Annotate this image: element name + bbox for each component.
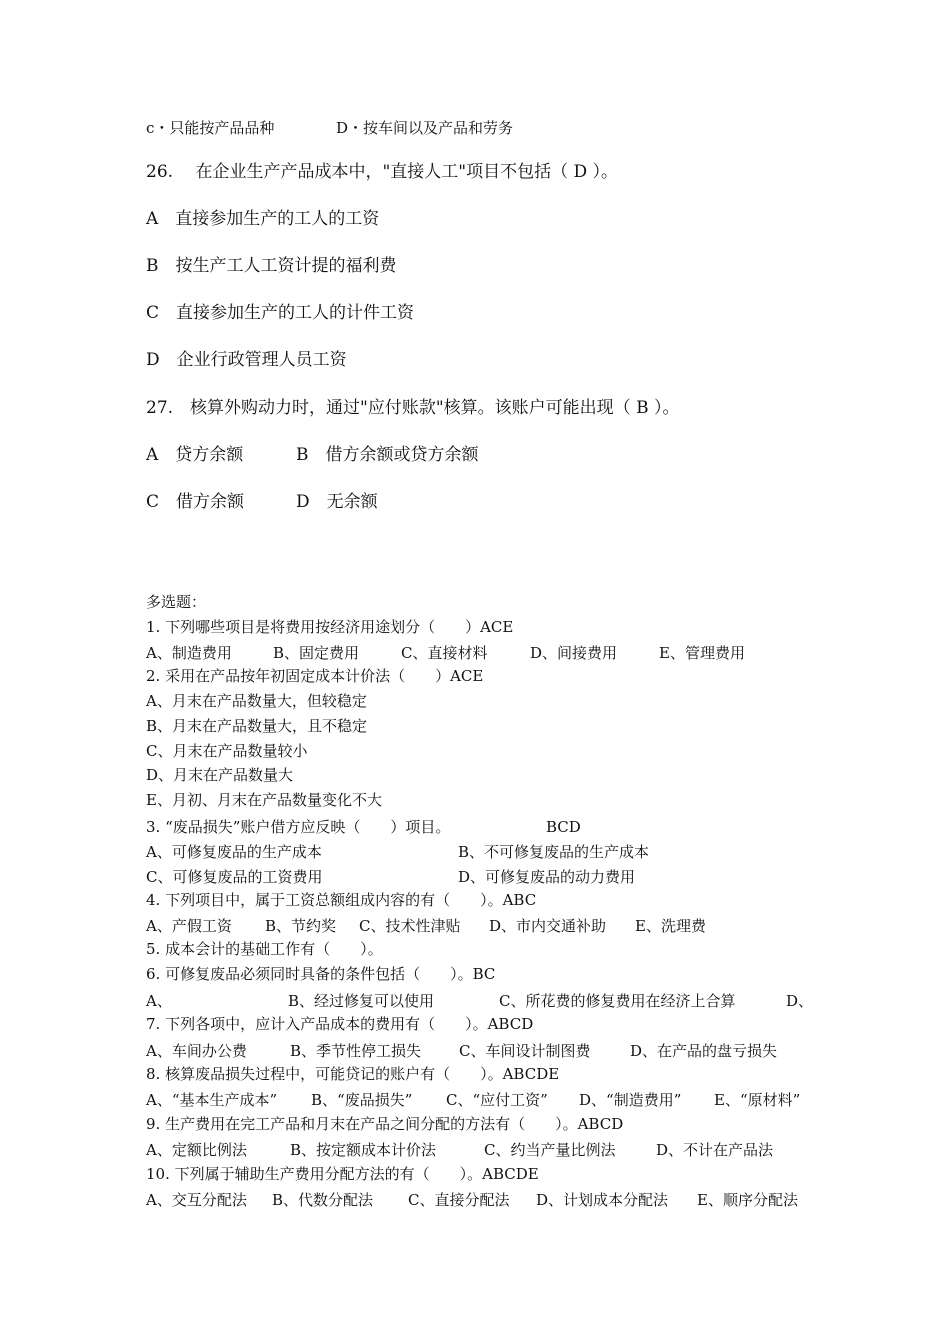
mq4-question: 4. 下列项目中，属于工资总额组成内容的有（ ）。ABC xyxy=(146,891,537,909)
option: B、固定费用 xyxy=(273,644,360,662)
mq2-option-e: E、月初、月末在产品数量变化不大 xyxy=(146,791,382,809)
option: A、制造费用 xyxy=(146,644,232,662)
option: D、间接费用 xyxy=(530,644,618,662)
option: C、车间设计制图费 xyxy=(459,1042,591,1060)
mq7-question: 7. 下列各项中，应计入产品成本的费用有（ ）。ABCD xyxy=(146,1015,534,1033)
option: B、“废品损失” xyxy=(311,1091,413,1109)
option: A、交互分配法 xyxy=(146,1191,247,1209)
option: A、“基本生产成本” xyxy=(146,1091,278,1109)
option-d: D・按车间以及产品和劳务 xyxy=(336,119,514,137)
mq3-options-row2 xyxy=(146,868,826,886)
mq9-question: 9. 生产费用在完工产品和月末在产品之间分配的方法有（ ）。ABCD xyxy=(146,1115,624,1133)
mq6-options xyxy=(146,992,826,1010)
option: C、技术性津贴 xyxy=(359,917,461,935)
option: B、按定额成本计价法 xyxy=(290,1141,437,1159)
mq9-options xyxy=(146,1141,826,1159)
option: A、车间办公费 xyxy=(146,1042,247,1060)
option: C、“应付工资” xyxy=(446,1091,548,1109)
mq5-question: 5. 成本会计的基础工作有（ ）。 xyxy=(146,940,383,958)
mq2-option-d: D、月末在产品数量大 xyxy=(146,766,294,784)
option: A、 xyxy=(146,992,172,1010)
q26-option-b: B 按生产工人工资计提的福利费 xyxy=(146,256,397,276)
mq3-answer: BCD xyxy=(546,818,581,836)
mq6-question: 6. 可修复废品必须同时具备的条件包括（ ）。BC xyxy=(146,965,496,983)
option: B、节约奖 xyxy=(265,917,337,935)
prev-question-options xyxy=(146,119,826,137)
option: C、直接分配法 xyxy=(408,1191,510,1209)
option: B、不可修复废品的生产成本 xyxy=(458,843,650,861)
option-c: c・只能按产品品种 xyxy=(146,119,275,137)
option: B、季节性停工损失 xyxy=(290,1042,422,1060)
mq8-question: 8. 核算废品损失过程中，可能贷记的账户有（ ）。ABCDE xyxy=(146,1065,560,1083)
option: A、产假工资 xyxy=(146,917,232,935)
option: D、不计在产品法 xyxy=(656,1141,774,1159)
q27-option-d: D 无余额 xyxy=(296,492,378,512)
mq2-option-c: C、月末在产品数量较小 xyxy=(146,742,308,760)
option: E、管理费用 xyxy=(659,644,745,662)
option: D、可修复废品的动力费用 xyxy=(458,868,636,886)
q26-option-a: A 直接参加生产的工人的工资 xyxy=(146,209,380,229)
q27-option-b: B 借方余额或贷方余额 xyxy=(296,445,479,465)
option: D、 xyxy=(786,992,814,1010)
option: C、约当产量比例法 xyxy=(484,1141,616,1159)
option: D、市内交通补助 xyxy=(489,917,607,935)
mq2-option-a: A、月末在产品数量大，但较稳定 xyxy=(146,692,367,710)
q27-option-a: A 贷方余额 xyxy=(146,445,244,465)
mq10-options xyxy=(146,1191,826,1209)
mq2-question: 2. 采用在产品按年初固定成本计价法（ ）ACE xyxy=(146,667,484,685)
q27-option-c: C 借方余额 xyxy=(146,492,245,512)
option: A、可修复废品的生产成本 xyxy=(146,843,322,861)
mq10-question: 10. 下列属于辅助生产费用分配方法的有（ ）。ABCDE xyxy=(146,1165,539,1183)
option: C、所花费的修复费用在经济上合算 xyxy=(499,992,736,1010)
option: E、“原材料” xyxy=(714,1091,801,1109)
question-26: 26. 在企业生产产品成本中，"直接人工"项目不包括（ D ）。 xyxy=(146,162,619,182)
option: D、计划成本分配法 xyxy=(536,1191,669,1209)
q26-option-c: C 直接参加生产的工人的计件工资 xyxy=(146,303,415,323)
option: D、“制造费用” xyxy=(579,1091,682,1109)
question-27: 27. 核算外购动力时，通过"应付账款"核算。该账户可能出现（ B ）。 xyxy=(146,398,680,418)
option: C、直接材料 xyxy=(401,644,488,662)
mq1-options xyxy=(146,644,826,662)
option: A、定额比例法 xyxy=(146,1141,247,1159)
q26-option-d: D 企业行政管理人员工资 xyxy=(146,350,347,370)
mq2-option-b: B、月末在产品数量大，且不稳定 xyxy=(146,717,368,735)
option: C、可修复废品的工资费用 xyxy=(146,868,323,886)
option: E、洗理费 xyxy=(635,917,706,935)
mq3-options-row1 xyxy=(146,843,826,861)
mq4-options xyxy=(146,917,826,935)
mq3-line xyxy=(146,818,826,836)
mq3-question: 3. “废品损失”账户借方应反映（ ）项目。 xyxy=(146,818,451,836)
mq7-options xyxy=(146,1042,826,1060)
option: B、经过修复可以使用 xyxy=(288,992,435,1010)
section-heading: 多选题： xyxy=(146,593,207,611)
option: E、顺序分配法 xyxy=(697,1191,798,1209)
option: B、代数分配法 xyxy=(272,1191,374,1209)
mq8-options xyxy=(146,1091,826,1109)
option: D、在产品的盘亏损失 xyxy=(630,1042,778,1060)
mq1-question: 1. 下列哪些项目是将费用按经济用途划分（ ）ACE xyxy=(146,618,514,636)
